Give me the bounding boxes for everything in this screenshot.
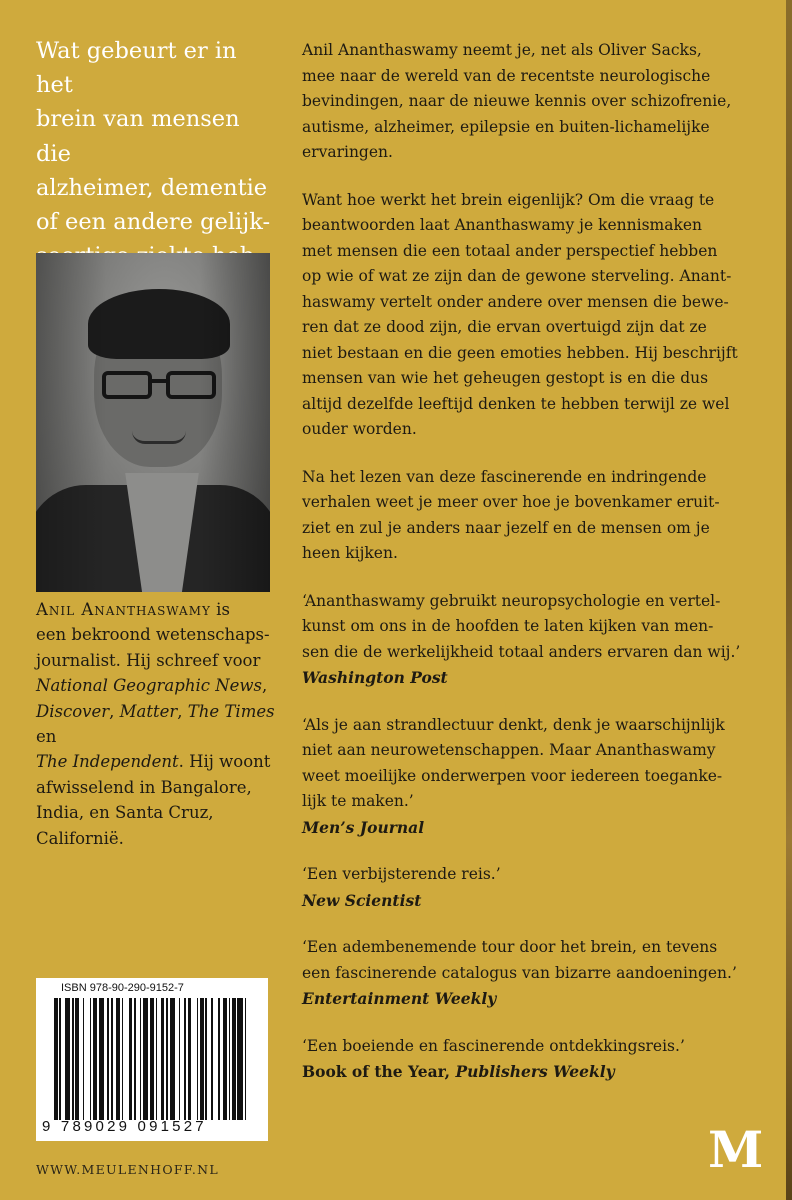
blurb-paragraph (302, 38, 766, 166)
quote-source (302, 1059, 766, 1085)
bio-text: , (262, 676, 268, 696)
blurb-line: mee naar de wereld van de recentste neurologische (302, 66, 711, 85)
quote-line: ‘Als je aan strandlectuur denkt, denk je waarschijnlijk (302, 715, 725, 734)
headline-line: of een andere gelijk- (36, 209, 271, 236)
bio-text: , (177, 701, 188, 721)
blurb-paragraph (302, 188, 766, 443)
blurb-line: mensen van wie het geheugen gestopt is en die dus (302, 369, 709, 387)
publication-name: National Geographic News (36, 676, 263, 696)
blurb-line: altijd dezelfde leeftijd denken te hebben terwijl ze wel (302, 394, 730, 413)
quote-line: een fascinerende catalogus van bizarre aandoeningen.’ (302, 963, 737, 982)
quote-line: ‘Een adembenemende tour door het brein, en tevens (302, 938, 718, 956)
bio-text: . Hij woont (178, 752, 271, 772)
quote-source (302, 815, 766, 841)
bio-text: Californië. (36, 828, 124, 848)
review-quote (302, 862, 766, 913)
quote-source-name: Washington Post (302, 668, 448, 687)
blurb-line: haswamy vertelt onder andere over mensen die bewe- (302, 292, 729, 311)
bio-text: is (210, 600, 230, 619)
headline-line: brein van mensen die (36, 106, 240, 167)
blurb-line: Anil Ananthaswamy neemt je, net als Oliver Sacks, (302, 41, 702, 59)
quote-line: niet aan neurowetenschappen. Maar Ananthaswamy (302, 741, 716, 759)
quote-line: sen die de werkelijkheid totaal anders ervaren dan wij.’ (302, 642, 741, 661)
quote-source (302, 986, 766, 1012)
bio-text: afwisselend in Bangalore, (36, 777, 252, 797)
author-name: Anil Ananthaswamy (36, 600, 211, 619)
barcode-bars (54, 998, 250, 1120)
blurb-line: heen kijken. (302, 544, 398, 562)
blurb-line: met mensen die een totaal ander perspectief hebben (302, 241, 718, 260)
quote-source (302, 888, 766, 914)
barcode-bar (246, 998, 250, 1120)
publication-name: Matter (119, 701, 178, 721)
publication-name: Discover (36, 701, 110, 721)
blurb-line: bevindingen, naar de nieuwe kennis over schizofrenie, (302, 92, 732, 110)
isbn-label: ISBN 978-90-290-9152-7 (61, 982, 184, 994)
quote-line: ‘Een verbijsterende reis.’ (302, 865, 501, 883)
blurb-line: beantwoorden laat Ananthaswamy je kennismaken (302, 216, 703, 234)
review-quote (302, 935, 766, 1012)
quote-source-name: Entertainment Weekly (302, 989, 497, 1008)
author-photo (36, 253, 270, 592)
quote-line: ‘Ananthaswamy gebruikt neuropsychologie en vertel- (302, 591, 721, 610)
barcode-digits: 9 789029 091527 (42, 1118, 207, 1135)
review-quote (302, 1034, 766, 1085)
quote-line: ‘Een boeiende en fascinerende ontdekkingsreis.’ (302, 1036, 685, 1055)
quote-source-name: New Scientist (302, 890, 422, 910)
bio-text: , (109, 701, 120, 721)
blurb-paragraph (302, 465, 766, 567)
blurb-line: op wie of wat ze zijn dan de gewone sterveling. Anant- (302, 267, 732, 285)
blurb-line: Want hoe werkt het brein eigenlijk? Om die vraag te (302, 190, 715, 209)
quote-source (302, 665, 766, 691)
blurb-line: ervaringen. (302, 143, 393, 161)
quote-source-name: Publishers Weekly (455, 1062, 615, 1081)
headline-line: alzheimer, dementie (36, 174, 268, 201)
quote-line: kunst om ons in de hoofden te laten kijken van men- (302, 617, 714, 635)
publication-name: The Times (187, 701, 275, 721)
blurb-line: ren dat ze dood zijn, die ervan overtuigd zijn dat ze (302, 318, 707, 336)
publication-name: The Independent (36, 752, 179, 772)
quote-line: lijk te maken.’ (302, 792, 414, 810)
blurb-line: ziet en zul je anders naar jezelf en de mensen om je (302, 518, 710, 537)
quote-line: weet moeilijke onderwerpen voor iedereen toeganke- (302, 766, 723, 785)
blurb-line: ouder worden. (302, 420, 417, 438)
isbn-barcode (36, 978, 268, 1141)
blurb-line: niet bestaan en die geen emoties hebben. Hij beschrijft (302, 343, 738, 362)
bio-text: India, en Santa Cruz, (36, 803, 214, 823)
review-quote (302, 713, 766, 841)
book-spine-edge (786, 0, 792, 1200)
bio-text: en (36, 727, 57, 747)
blurb-column (302, 38, 766, 1107)
publisher-logo: M (708, 1120, 764, 1179)
bio-text: journalist. Hij schreef voor (36, 650, 261, 670)
quote-source-prefix: Book of the Year, (302, 1062, 456, 1081)
headline-line: Wat gebeurt er in het (36, 38, 237, 99)
publisher-website: WWW.MEULENHOFF.NL (36, 1162, 220, 1177)
quote-source-name: Men’s Journal (302, 817, 425, 837)
blurb-line: autisme, alzheimer, epilepsie en buiten-lichamelijke (302, 117, 710, 136)
review-quote (302, 589, 766, 691)
blurb-line: Na het lezen van deze fascinerende en indringende (302, 467, 707, 486)
blurb-line: verhalen weet je meer over hoe je bovenkamer eruit- (302, 493, 720, 511)
author-bio (36, 597, 276, 851)
photo-vignette (36, 253, 270, 592)
bio-text: een bekroond wetenschaps- (36, 625, 270, 645)
